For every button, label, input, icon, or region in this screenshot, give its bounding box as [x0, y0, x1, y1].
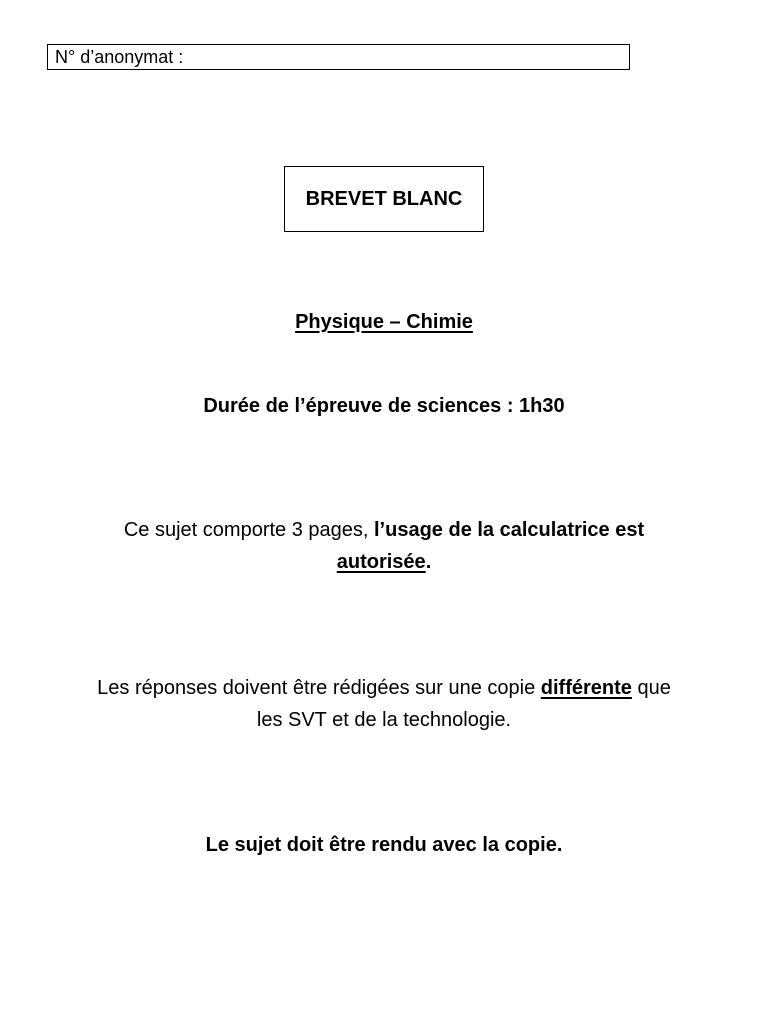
- exam-title: BREVET BLANC: [305, 187, 463, 210]
- anonymity-number-label: N° d’anonymat :: [55, 47, 184, 67]
- pages-notice-text: Ce sujet comporte 3 pages,: [123, 519, 374, 541]
- answers-notice-que: que: [631, 677, 671, 699]
- answers-notice-line2: les SVT et de la technologie.: [256, 709, 512, 731]
- different-text: différente: [540, 677, 632, 699]
- exam-title-box: [284, 166, 484, 232]
- calculator-notice-text: l’usage de la calculatrice est: [374, 519, 645, 541]
- duration-text: Durée de l’épreuve de sciences : 1h30: [203, 395, 565, 417]
- return-notice: [0, 829, 768, 861]
- return-notice-text: Le sujet doit être rendu avec la copie.: [205, 834, 563, 856]
- answers-notice: [0, 672, 768, 736]
- answers-notice-text: Les réponses doivent être rédigées sur une copie: [97, 677, 541, 699]
- authorized-text: autorisée: [336, 551, 426, 573]
- anonymity-number-field[interactable]: [47, 44, 630, 70]
- subject-heading: [0, 306, 768, 338]
- duration-line: [0, 390, 768, 422]
- authorized-period: .: [425, 551, 432, 573]
- subject-text: Physique – Chimie: [295, 311, 473, 333]
- pages-notice: [0, 514, 768, 578]
